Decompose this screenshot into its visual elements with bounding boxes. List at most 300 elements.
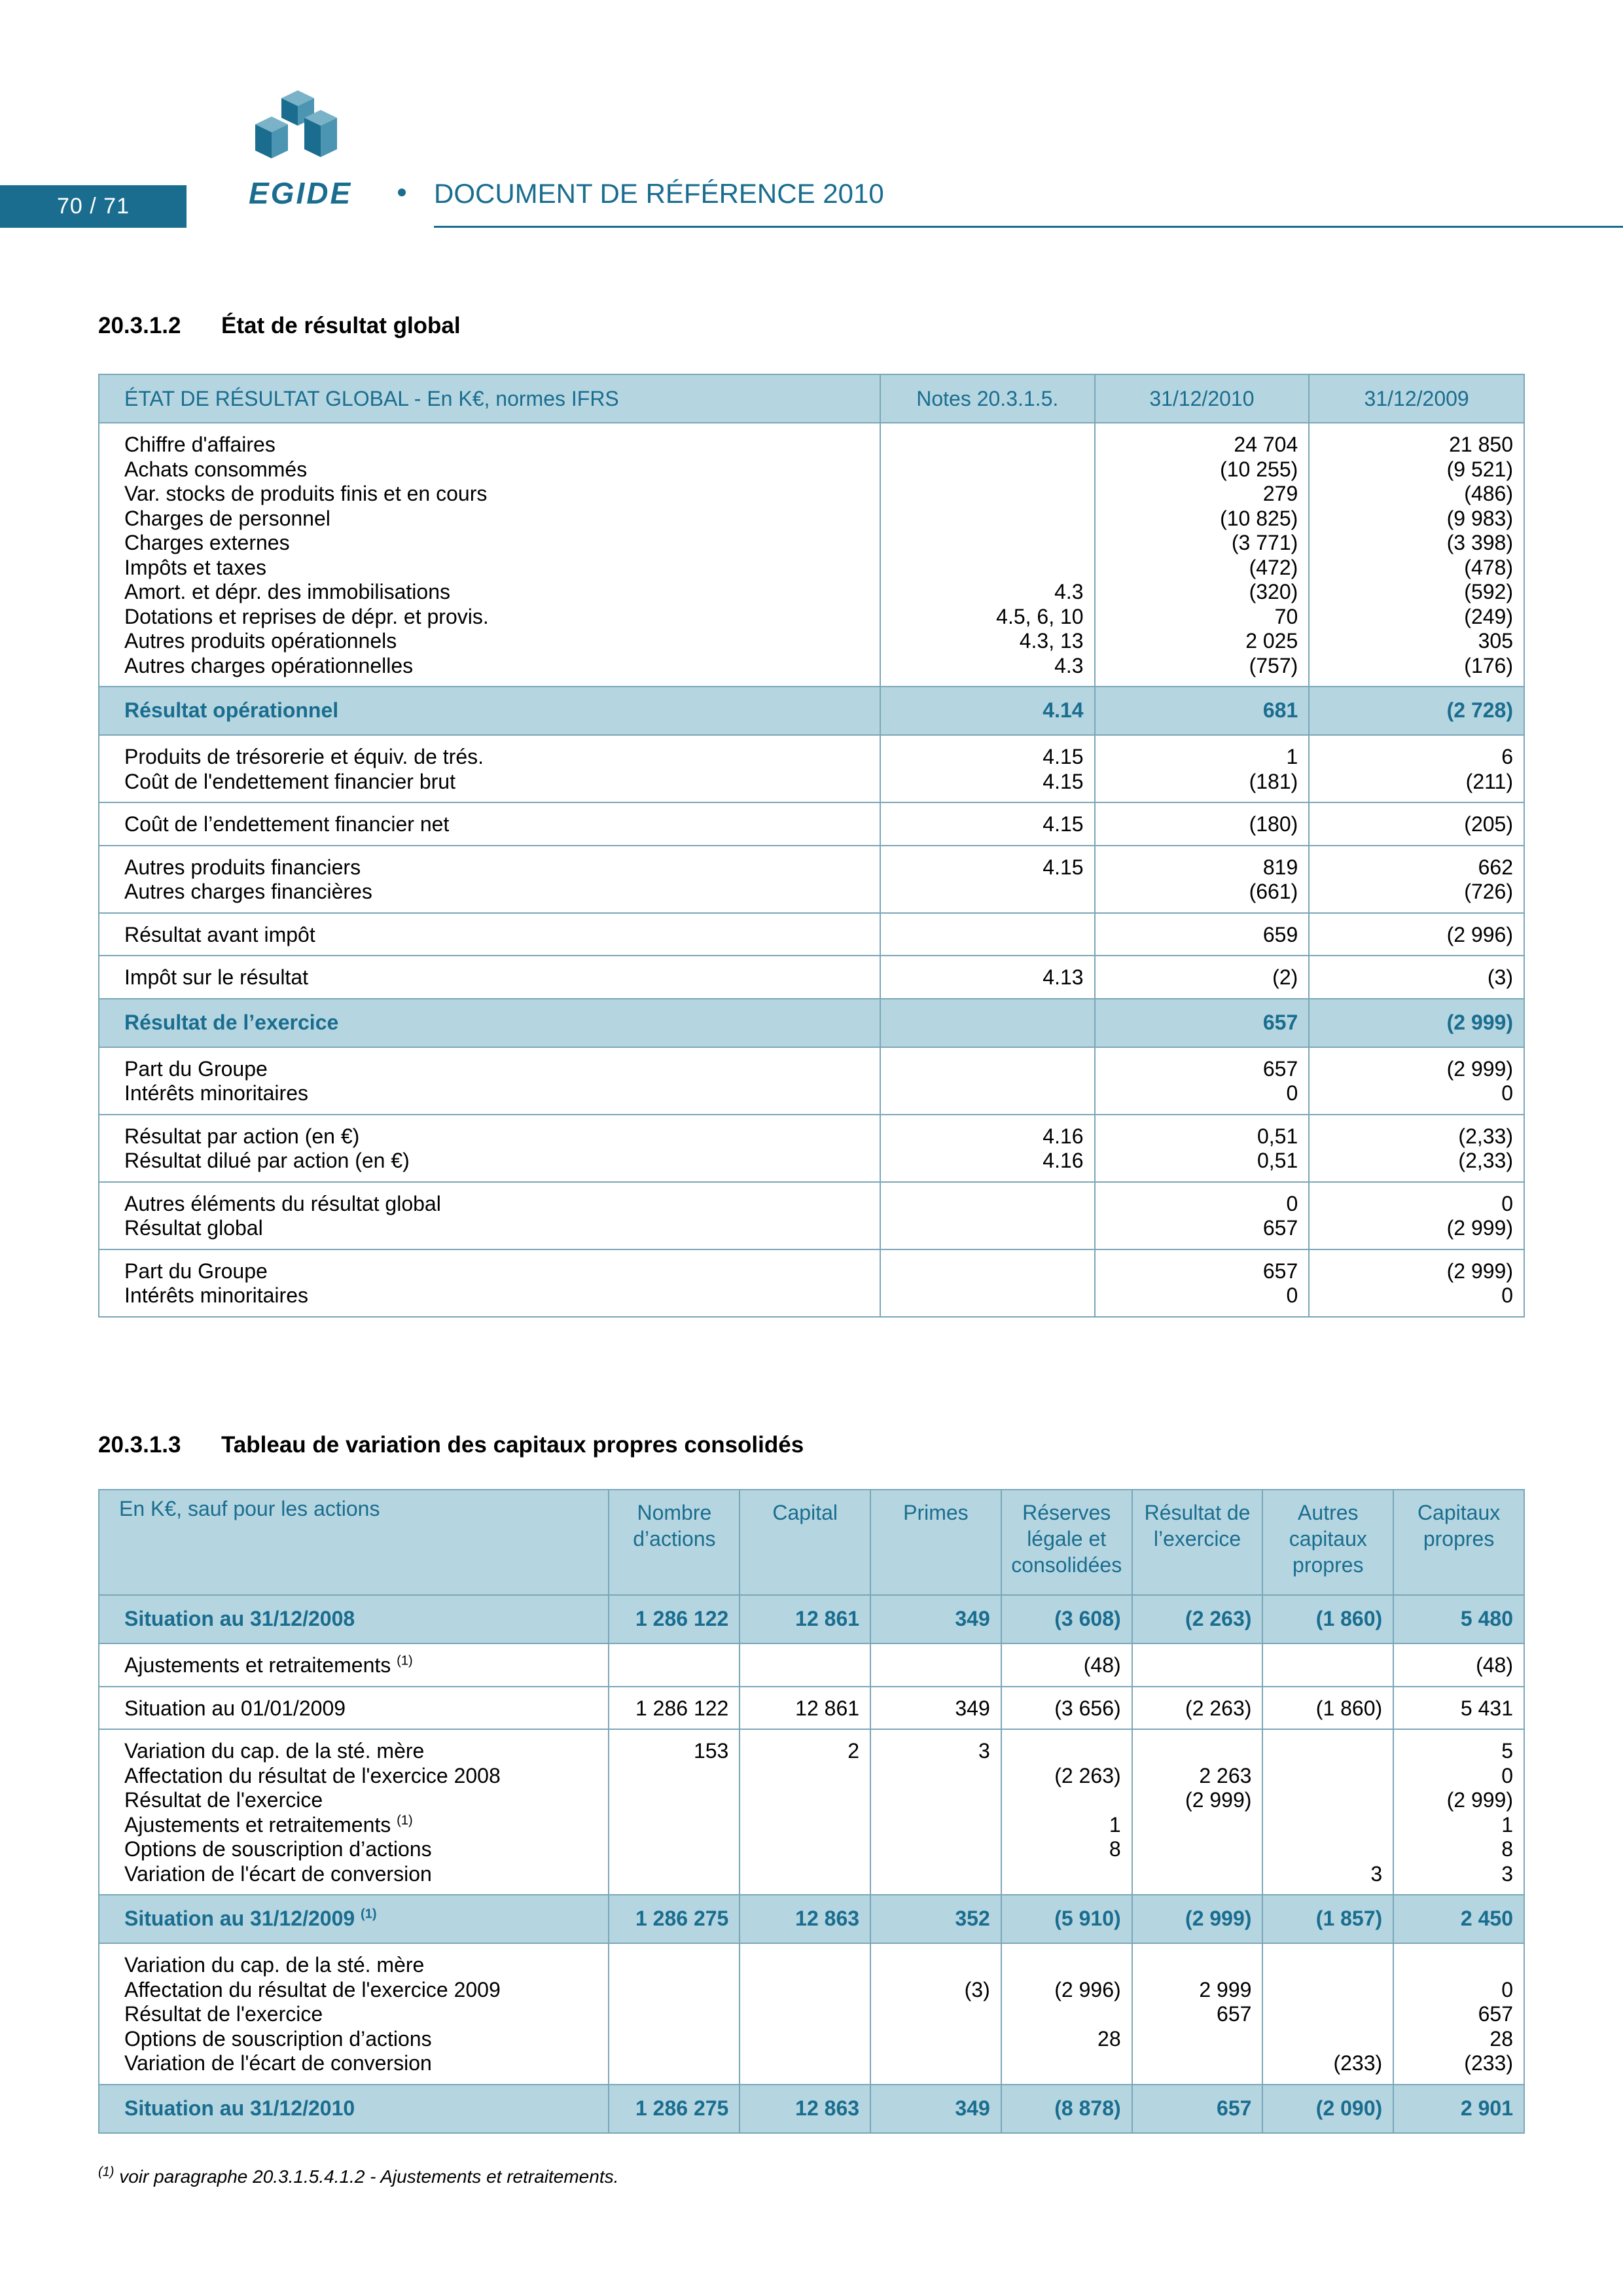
note-ref: 4.16 bbox=[1043, 1124, 1084, 1148]
amount: 8 bbox=[1501, 1837, 1513, 1861]
amount: 70 bbox=[1274, 604, 1298, 628]
amount: (1 857) bbox=[1315, 1907, 1383, 1931]
amount bbox=[740, 1653, 859, 1678]
amount bbox=[1263, 1813, 1382, 1838]
amount bbox=[1133, 1813, 1252, 1838]
row-label: Variation du cap. de la sté. mère bbox=[124, 1739, 425, 1763]
amount: (9 983) bbox=[1446, 506, 1513, 530]
note-ref: 4.13 bbox=[1043, 965, 1084, 989]
value-cell bbox=[870, 1595, 1001, 1643]
column-header bbox=[609, 1490, 740, 1595]
amount bbox=[740, 1953, 859, 1978]
row-label-cell bbox=[99, 913, 880, 956]
row-label: Produits de trésorerie et équiv. de trés. bbox=[124, 745, 484, 768]
amount bbox=[1002, 1953, 1121, 1978]
value-cell bbox=[1262, 1895, 1393, 1943]
amount: 1 bbox=[1109, 1812, 1121, 1837]
row-label: Résultat par action (en €) bbox=[124, 1124, 360, 1148]
note-ref bbox=[881, 880, 1084, 905]
egide-logo-icon bbox=[249, 85, 366, 177]
amount: (726) bbox=[1464, 880, 1513, 903]
value-cell bbox=[609, 2085, 740, 2133]
row-label-cell bbox=[99, 1115, 880, 1182]
amount: 1 286 275 bbox=[635, 1907, 729, 1931]
row-label-line bbox=[124, 2051, 608, 2076]
row-label-cell bbox=[99, 2085, 609, 2133]
amount: 352 bbox=[955, 1907, 990, 1931]
amount bbox=[871, 2051, 990, 2076]
amount: 28 bbox=[1489, 2026, 1513, 2051]
row-label-line bbox=[124, 2027, 608, 2052]
amount: 2 263 bbox=[1199, 1763, 1252, 1787]
value-cell bbox=[1001, 1943, 1132, 2085]
row-label: Dotations et reprises de dépr. et provis. bbox=[124, 604, 489, 628]
column-header bbox=[1262, 1490, 1393, 1595]
amount bbox=[1263, 2002, 1382, 2027]
amount: 659 bbox=[1262, 922, 1298, 946]
column-header-line: Autres bbox=[1298, 1501, 1359, 1524]
amount: (2 999) bbox=[1446, 1259, 1513, 1283]
footnote-ref: (1) bbox=[397, 1812, 413, 1827]
table-row bbox=[99, 956, 1524, 999]
value-cell bbox=[1393, 1943, 1524, 2085]
table-header-row bbox=[99, 374, 1524, 423]
notes-cell bbox=[880, 802, 1095, 846]
note-ref bbox=[881, 482, 1084, 507]
amount bbox=[871, 1813, 990, 1838]
value-cell bbox=[740, 1687, 870, 1730]
amount: (10 825) bbox=[1220, 506, 1298, 530]
row-label: Situation au 31/12/2008 bbox=[124, 1607, 355, 1631]
amount: (48) bbox=[1083, 1653, 1121, 1677]
value-cell bbox=[1309, 956, 1524, 999]
value-cell bbox=[1309, 423, 1524, 687]
amount bbox=[871, 1837, 990, 1862]
value-cell bbox=[740, 2085, 870, 2133]
note-ref bbox=[881, 531, 1084, 556]
amount bbox=[609, 2002, 728, 2027]
value-cell bbox=[1393, 1729, 1524, 1895]
row-label-line bbox=[124, 1907, 608, 1931]
table-row bbox=[99, 802, 1524, 846]
amount bbox=[871, 1788, 990, 1813]
value-cell bbox=[1095, 956, 1310, 999]
amount: 21 850 bbox=[1449, 433, 1513, 456]
value-cell bbox=[1309, 1047, 1524, 1115]
notes-cell bbox=[880, 423, 1095, 687]
amount: 0 bbox=[1501, 1283, 1513, 1307]
amount: 1 bbox=[1286, 745, 1298, 768]
row-label-cell bbox=[99, 846, 880, 913]
table-row bbox=[99, 1115, 1524, 1182]
value-cell bbox=[1262, 2085, 1393, 2133]
amount bbox=[740, 1813, 859, 1838]
row-label-line bbox=[124, 2096, 608, 2121]
section-title-income-statement bbox=[98, 313, 461, 339]
value-cell bbox=[609, 1643, 740, 1687]
note-ref: 4.16 bbox=[1043, 1149, 1084, 1172]
value-cell bbox=[1309, 1182, 1524, 1249]
value-cell bbox=[1095, 735, 1310, 802]
column-header-line: propres bbox=[1293, 1553, 1364, 1577]
amount: (3 608) bbox=[1054, 1607, 1121, 1631]
row-label: Autres charges opérationnelles bbox=[124, 653, 414, 677]
amount bbox=[871, 1653, 990, 1678]
value-cell bbox=[1262, 1687, 1393, 1730]
amount bbox=[740, 1764, 859, 1789]
amount: (180) bbox=[1249, 812, 1298, 836]
notes-cell bbox=[880, 913, 1095, 956]
amount bbox=[740, 1837, 859, 1862]
amount bbox=[740, 2051, 859, 2076]
note-ref: 4.3, 13 bbox=[1019, 629, 1084, 653]
amount: (176) bbox=[1464, 653, 1513, 677]
amount: 12 861 bbox=[795, 1696, 860, 1720]
value-cell bbox=[1309, 687, 1524, 735]
column-header-line: Résultat de bbox=[1144, 1501, 1251, 1524]
amount: 657 bbox=[1262, 1056, 1298, 1081]
value-cell bbox=[1262, 1943, 1393, 2085]
amount bbox=[740, 2002, 859, 2027]
amount bbox=[609, 1653, 728, 1678]
row-label-line bbox=[124, 1837, 608, 1862]
section-heading: Tableau de variation des capitaux propres consolidés bbox=[221, 1432, 804, 1458]
value-cell bbox=[870, 1729, 1001, 1895]
amount bbox=[740, 1978, 859, 2003]
table-row bbox=[99, 1249, 1524, 1317]
row-label: Ajustements et retraitements bbox=[124, 1812, 391, 1837]
row-label-cell bbox=[99, 1249, 880, 1317]
row-label: Ajustements et retraitements bbox=[124, 1653, 391, 1677]
amount bbox=[1263, 1953, 1382, 1978]
row-label: Résultat dilué par action (en €) bbox=[124, 1149, 410, 1172]
value-cell bbox=[740, 1729, 870, 1895]
amount: (233) bbox=[1333, 2051, 1383, 2075]
column-header: 31/12/2010 bbox=[1095, 374, 1310, 423]
value-cell bbox=[609, 1595, 740, 1643]
header-rule bbox=[434, 226, 1623, 228]
column-header bbox=[870, 1490, 1001, 1595]
note-ref bbox=[881, 507, 1084, 531]
footnote-text: voir paragraphe 20.3.1.5.4.1.2 - Ajustements et retraitements. bbox=[114, 2166, 619, 2187]
amount: (2 999) bbox=[1446, 1788, 1513, 1812]
value-cell bbox=[740, 1943, 870, 2085]
row-label-cell bbox=[99, 1643, 609, 1687]
amount bbox=[609, 2027, 728, 2052]
value-cell bbox=[1095, 687, 1310, 735]
amount bbox=[1394, 1953, 1513, 1978]
row-label: Situation au 31/12/2009 bbox=[124, 1907, 355, 1931]
amount: (2 996) bbox=[1054, 1977, 1121, 2001]
amount: (205) bbox=[1464, 812, 1513, 836]
row-label: Résultat opérationnel bbox=[124, 698, 339, 723]
amount bbox=[740, 2027, 859, 2052]
column-header: ÉTAT DE RÉSULTAT GLOBAL - En K€, normes IFRS bbox=[99, 374, 880, 423]
row-label: Variation de l'écart de conversion bbox=[124, 2051, 432, 2075]
amount: 2 bbox=[847, 1739, 860, 1763]
table-row bbox=[99, 1687, 1524, 1730]
amount bbox=[740, 1862, 859, 1887]
amount: 662 bbox=[1478, 855, 1513, 879]
amount: 3 bbox=[1501, 1861, 1513, 1886]
value-cell bbox=[1132, 1729, 1263, 1895]
amount bbox=[1263, 1978, 1382, 2003]
row-label-cell bbox=[99, 1895, 609, 1943]
amount bbox=[1133, 2051, 1252, 2076]
amount: (320) bbox=[1249, 580, 1298, 603]
section-title-equity-changes bbox=[98, 1432, 804, 1458]
amount: 12 861 bbox=[795, 1607, 860, 1631]
amount: 2 450 bbox=[1460, 1907, 1513, 1931]
column-header-line: Nombre bbox=[637, 1501, 712, 1524]
amount: 657 bbox=[1478, 2002, 1513, 2026]
row-label: Autres produits financiers bbox=[124, 855, 361, 879]
amount: (3) bbox=[964, 1977, 990, 2001]
column-header bbox=[1132, 1490, 1263, 1595]
note-ref bbox=[881, 923, 1084, 948]
value-cell bbox=[1095, 1182, 1310, 1249]
note-ref: 4.14 bbox=[1043, 698, 1084, 723]
amount bbox=[1133, 1653, 1252, 1678]
value-cell bbox=[609, 1943, 740, 2085]
value-cell bbox=[1001, 1643, 1132, 1687]
situation-row bbox=[99, 1895, 1524, 1943]
row-label: Impôts et taxes bbox=[124, 555, 266, 579]
row-label-cell bbox=[99, 1729, 609, 1895]
row-label-cell bbox=[99, 687, 880, 735]
amount: (181) bbox=[1249, 769, 1298, 793]
row-label-cell bbox=[99, 1943, 609, 2085]
note-ref bbox=[881, 1259, 1084, 1284]
amount bbox=[609, 1953, 728, 1978]
amount: (2,33) bbox=[1458, 1124, 1513, 1148]
amount: 8 bbox=[1109, 1837, 1121, 1861]
row-label-line bbox=[124, 1862, 608, 1887]
amount: 28 bbox=[1097, 2026, 1121, 2051]
notes-cell bbox=[880, 956, 1095, 999]
table-row bbox=[99, 1182, 1524, 1249]
row-label: Autres produits opérationnels bbox=[124, 629, 397, 653]
row-label: Résultat avant impôt bbox=[124, 922, 315, 946]
note-ref bbox=[881, 1011, 1084, 1035]
amount bbox=[1133, 2027, 1252, 2052]
amount bbox=[740, 1788, 859, 1813]
value-cell bbox=[1262, 1595, 1393, 1643]
row-label-cell bbox=[99, 1595, 609, 1643]
note-ref bbox=[881, 433, 1084, 457]
amount: 5 480 bbox=[1460, 1607, 1513, 1631]
notes-cell bbox=[880, 1115, 1095, 1182]
column-header bbox=[1393, 1490, 1524, 1595]
amount: (233) bbox=[1464, 2051, 1513, 2075]
amount bbox=[1002, 1739, 1121, 1764]
note-ref bbox=[881, 457, 1084, 482]
subtotal-row bbox=[99, 999, 1524, 1047]
value-cell bbox=[1132, 1895, 1263, 1943]
amount: (5 910) bbox=[1054, 1907, 1121, 1931]
row-label-line bbox=[124, 1788, 608, 1813]
row-label: Résultat global bbox=[124, 1216, 263, 1240]
amount: (2 999) bbox=[1446, 1010, 1513, 1034]
notes-cell bbox=[880, 687, 1095, 735]
column-header-line: l’exercice bbox=[1153, 1527, 1241, 1551]
amount bbox=[1002, 2051, 1121, 2076]
value-cell bbox=[1095, 802, 1310, 846]
notes-cell bbox=[880, 1047, 1095, 1115]
section-heading: État de résultat global bbox=[221, 313, 461, 338]
amount: (9 521) bbox=[1446, 457, 1513, 481]
value-cell bbox=[1095, 423, 1310, 687]
amount: 6 bbox=[1501, 745, 1513, 768]
row-label: Achats consommés bbox=[124, 457, 308, 481]
value-cell bbox=[1095, 846, 1310, 913]
row-label: Impôt sur le résultat bbox=[124, 965, 308, 989]
amount: 2 025 bbox=[1245, 629, 1298, 653]
value-cell bbox=[1309, 1115, 1524, 1182]
row-label: Coût de l'endettement financier brut bbox=[124, 769, 455, 793]
row-label: Affectation du résultat de l'exercice 2008 bbox=[124, 1763, 501, 1787]
row-label: Chiffre d'affaires bbox=[124, 433, 276, 456]
amount bbox=[1263, 1739, 1382, 1764]
amount: 1 286 122 bbox=[635, 1696, 729, 1720]
value-cell bbox=[1309, 1249, 1524, 1317]
value-cell bbox=[609, 1895, 740, 1943]
value-cell bbox=[870, 1687, 1001, 1730]
row-label-line bbox=[124, 1696, 608, 1721]
note-ref bbox=[881, 1216, 1084, 1241]
amount: 1 bbox=[1501, 1812, 1513, 1837]
amount: 279 bbox=[1262, 482, 1298, 505]
row-label: Charges externes bbox=[124, 531, 290, 554]
row-label: Situation au 01/01/2009 bbox=[124, 1696, 346, 1720]
value-cell bbox=[609, 1729, 740, 1895]
row-label: Résultat de l'exercice bbox=[124, 1788, 323, 1812]
amount bbox=[609, 2051, 728, 2076]
table-row bbox=[99, 1729, 1524, 1895]
amount: 3 bbox=[1370, 1861, 1383, 1886]
amount bbox=[609, 1862, 728, 1887]
column-header bbox=[1001, 1490, 1132, 1595]
value-cell bbox=[1132, 1943, 1263, 2085]
amount bbox=[871, 2002, 990, 2027]
amount: 1 286 275 bbox=[635, 2096, 729, 2120]
value-cell bbox=[870, 1895, 1001, 1943]
value-cell bbox=[1132, 1687, 1263, 1730]
value-cell bbox=[740, 1595, 870, 1643]
note-ref: 4.15 bbox=[1043, 745, 1084, 768]
amount: 657 bbox=[1217, 2002, 1252, 2026]
value-cell bbox=[1309, 999, 1524, 1047]
page-number-box bbox=[0, 185, 187, 228]
amount: 12 863 bbox=[795, 1907, 860, 1931]
value-cell bbox=[1001, 2085, 1132, 2133]
amount bbox=[871, 1764, 990, 1789]
row-label: Intérêts minoritaires bbox=[124, 1283, 308, 1307]
notes-cell bbox=[880, 735, 1095, 802]
amount: (592) bbox=[1464, 580, 1513, 603]
amount bbox=[1002, 2002, 1121, 2027]
amount: (486) bbox=[1464, 482, 1513, 505]
column-header bbox=[99, 1490, 609, 1595]
amount bbox=[871, 1862, 990, 1887]
amount: 657 bbox=[1217, 2096, 1252, 2120]
amount bbox=[609, 1813, 728, 1838]
amount: (249) bbox=[1464, 604, 1513, 628]
value-cell bbox=[1095, 913, 1310, 956]
amount: 305 bbox=[1478, 629, 1513, 653]
amount bbox=[1263, 1788, 1382, 1813]
row-label: Résultat de l’exercice bbox=[124, 1010, 339, 1034]
amount: 12 863 bbox=[795, 2096, 860, 2120]
amount: (8 878) bbox=[1054, 2096, 1121, 2120]
note-ref bbox=[881, 1057, 1084, 1082]
amount: (2 999) bbox=[1185, 1907, 1252, 1931]
value-cell bbox=[1393, 1643, 1524, 1687]
amount: (3 398) bbox=[1446, 531, 1513, 554]
row-label: Part du Groupe bbox=[124, 1056, 268, 1081]
amount: 0 bbox=[1286, 1283, 1298, 1307]
amount: (757) bbox=[1249, 653, 1298, 677]
row-label: Charges de personnel bbox=[124, 506, 330, 530]
amount bbox=[1263, 1764, 1382, 1789]
amount bbox=[609, 1788, 728, 1813]
table-row bbox=[99, 735, 1524, 802]
row-label-cell bbox=[99, 1047, 880, 1115]
value-cell bbox=[1095, 1115, 1310, 1182]
row-label: Variation du cap. de la sté. mère bbox=[124, 1953, 425, 1977]
amount: (48) bbox=[1476, 1653, 1513, 1677]
column-header: Notes 20.3.1.5. bbox=[880, 374, 1095, 423]
column-header-line: Capitaux bbox=[1417, 1501, 1501, 1524]
footnote-ref: (1) bbox=[397, 1653, 413, 1668]
amount bbox=[1133, 1953, 1252, 1978]
row-label-cell bbox=[99, 735, 880, 802]
value-cell bbox=[1262, 1643, 1393, 1687]
value-cell bbox=[1132, 1595, 1263, 1643]
amount: (2 996) bbox=[1446, 922, 1513, 946]
value-cell bbox=[1309, 846, 1524, 913]
value-cell bbox=[740, 1643, 870, 1687]
value-cell bbox=[1393, 1895, 1524, 1943]
amount: (472) bbox=[1249, 555, 1298, 579]
note-ref bbox=[881, 1283, 1084, 1308]
amount: 5 431 bbox=[1460, 1696, 1513, 1720]
page-indicator: 70 / 71 bbox=[57, 194, 130, 219]
table-row bbox=[99, 423, 1524, 687]
column-header-line: légale et bbox=[1027, 1527, 1107, 1551]
row-label: Options de souscription d’actions bbox=[124, 1837, 432, 1861]
amount bbox=[609, 1837, 728, 1862]
amount bbox=[609, 1764, 728, 1789]
amount: (2,33) bbox=[1458, 1149, 1513, 1172]
row-label-line bbox=[124, 1764, 608, 1789]
table-row bbox=[99, 1643, 1524, 1687]
amount: (2 999) bbox=[1185, 1788, 1252, 1812]
row-label-cell bbox=[99, 999, 880, 1047]
value-cell bbox=[1095, 1047, 1310, 1115]
amount: 0 bbox=[1501, 1763, 1513, 1787]
row-label-line bbox=[124, 1953, 608, 1978]
column-header-line: Réserves bbox=[1022, 1501, 1111, 1524]
amount: 0 bbox=[1501, 1191, 1513, 1215]
table-row bbox=[99, 846, 1524, 913]
footnote-ref: (1) bbox=[361, 1907, 377, 1922]
value-cell bbox=[1393, 2085, 1524, 2133]
value-cell bbox=[1095, 999, 1310, 1047]
note-ref bbox=[881, 556, 1084, 581]
row-label: Options de souscription d’actions bbox=[124, 2026, 432, 2051]
value-cell bbox=[1132, 1643, 1263, 1687]
